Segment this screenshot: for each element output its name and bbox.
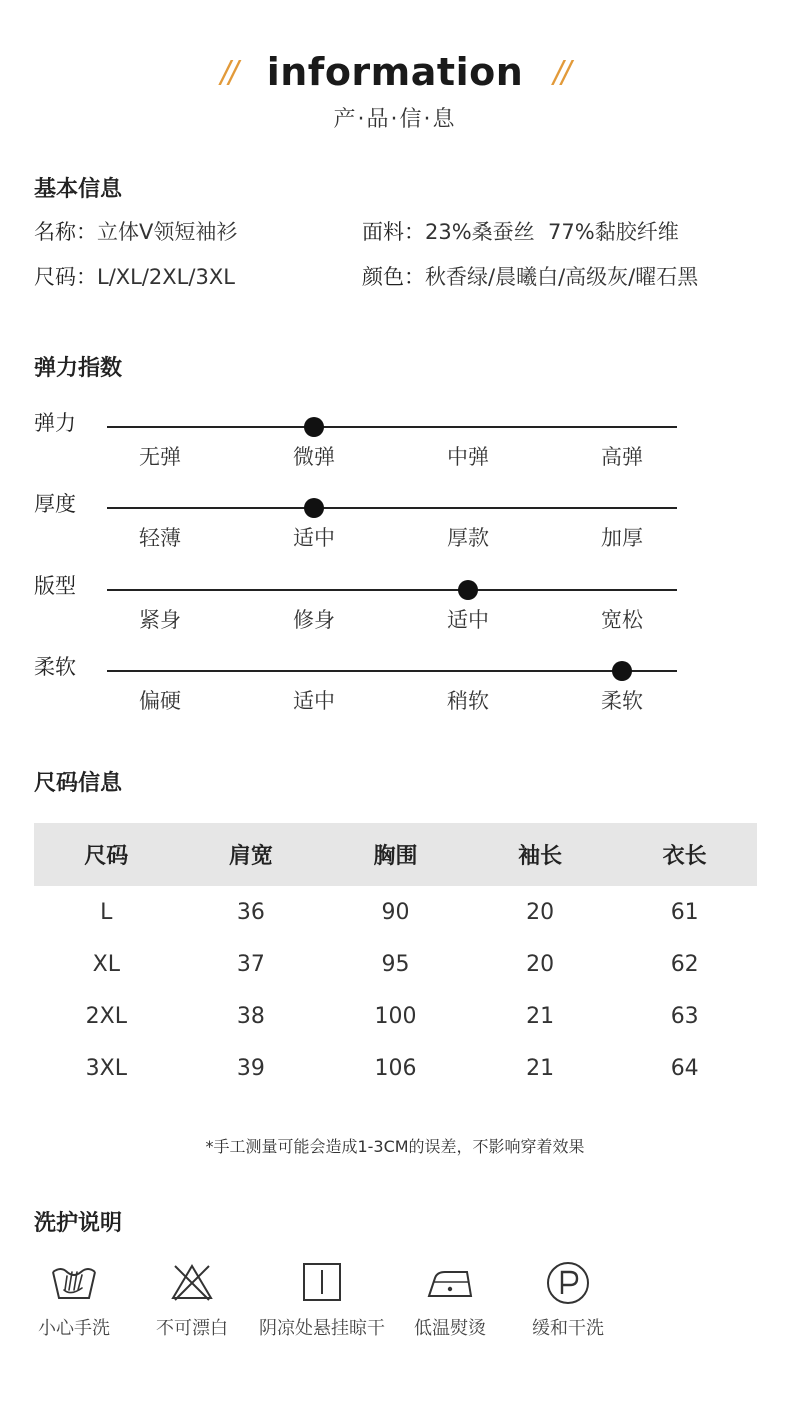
table-cell: 37	[236, 951, 265, 977]
hand-wash-icon	[49, 1258, 99, 1308]
care-label: 阴凉处悬挂晾干	[259, 1318, 385, 1339]
info-fabric-key: 面料：	[362, 220, 425, 244]
care-label: 低温熨烫	[414, 1318, 486, 1339]
scale-line	[107, 426, 677, 428]
scale-option: 加厚	[601, 526, 643, 550]
table-cell: 63	[670, 1003, 699, 1029]
scale-option: 柔软	[601, 689, 643, 713]
table-cell: 20	[526, 899, 555, 925]
info-size-key: 尺码：	[34, 265, 97, 289]
scale-option: 适中	[293, 526, 335, 550]
no-bleach-icon	[167, 1258, 217, 1308]
scale-row	[34, 488, 694, 568]
table-cell: 2XL	[85, 1003, 127, 1029]
scale-option: 紧身	[139, 608, 181, 632]
scale-option: 厚款	[447, 526, 489, 550]
elasticity-title: 弹力指数	[34, 356, 123, 381]
info-fabric	[362, 216, 679, 246]
scale-option: 中弹	[447, 445, 489, 469]
scale-option: 适中	[293, 689, 335, 713]
table-cell: 106	[374, 1055, 417, 1081]
info-name	[34, 216, 237, 246]
size-table-header: 尺码	[34, 823, 179, 886]
page-subtitle: 产·品·信·息	[333, 107, 457, 132]
scale-line	[107, 589, 677, 591]
table-cell: 38	[236, 1003, 265, 1029]
scale-marker-dot	[304, 498, 324, 518]
care-title: 洗护说明	[34, 1211, 123, 1236]
low-iron-icon	[425, 1258, 475, 1308]
table-cell: 20	[526, 951, 555, 977]
decor-slash-left: //	[220, 54, 237, 90]
scale-marker-dot	[458, 580, 478, 600]
table-cell: L	[100, 899, 113, 925]
care-item-line-dry	[252, 1258, 392, 1340]
scale-option: 修身	[293, 608, 335, 632]
scale-line	[107, 507, 677, 509]
table-cell: 21	[526, 1003, 555, 1029]
info-color-key: 颜色：	[362, 265, 425, 289]
scale-row	[34, 651, 694, 731]
care-label: 小心手洗	[38, 1318, 110, 1339]
info-name-value: 立体V领短袖衫	[97, 220, 238, 244]
scale-row	[34, 570, 694, 650]
scale-option: 高弹	[601, 445, 643, 469]
scale-option: 微弹	[293, 445, 335, 469]
care-item-hand-wash	[34, 1258, 114, 1340]
size-table	[34, 823, 757, 1094]
table-cell: 61	[670, 899, 699, 925]
size-table-header-row	[34, 823, 757, 886]
size-table-header: 袖长	[468, 823, 613, 886]
scale-option: 稍软	[447, 689, 489, 713]
line-dry-shade-icon	[297, 1258, 347, 1308]
size-table-header: 肩宽	[179, 823, 324, 886]
size-table-header: 胸围	[323, 823, 468, 886]
table-cell: 36	[236, 899, 265, 925]
measurement-note: *手工测量可能会造成1-3CM的误差，不影响穿着效果	[205, 1137, 585, 1156]
info-color-value: 秋香绿/晨曦白/高级灰/曜石黑	[425, 265, 699, 289]
table-cell: 3XL	[85, 1055, 127, 1081]
decor-slash-right: //	[553, 54, 570, 90]
scale-marker-dot	[612, 661, 632, 681]
scale-label: 弹力	[34, 411, 76, 435]
scale-line	[107, 670, 677, 672]
care-label: 缓和干洗	[532, 1318, 604, 1339]
size-table-header: 衣长	[612, 823, 757, 886]
scale-row	[34, 407, 694, 487]
scale-marker-dot	[304, 417, 324, 437]
table-cell: XL	[92, 951, 120, 977]
table-row	[34, 990, 757, 1042]
table-cell: 39	[236, 1055, 265, 1081]
care-item-no-bleach	[152, 1258, 232, 1340]
info-fabric-value: 23%桑蚕丝 77%黏胶纤维	[425, 220, 679, 244]
info-name-key: 名称：	[34, 220, 97, 244]
title-row	[0, 44, 790, 100]
care-item-dry-clean	[526, 1258, 610, 1340]
table-row	[34, 886, 757, 938]
page-title: information	[266, 50, 524, 94]
table-row	[34, 1042, 757, 1094]
info-color	[362, 261, 698, 291]
care-icons	[0, 1258, 790, 1348]
scale-option: 无弹	[139, 445, 181, 469]
table-cell: 90	[381, 899, 410, 925]
scale-label: 厚度	[34, 492, 76, 516]
basic-info-title: 基本信息	[34, 177, 123, 202]
table-cell: 95	[381, 951, 410, 977]
care-item-iron	[408, 1258, 492, 1340]
care-label: 不可漂白	[156, 1318, 228, 1339]
size-info-title: 尺码信息	[34, 771, 123, 796]
table-cell: 64	[670, 1055, 699, 1081]
page-header	[0, 44, 790, 133]
scale-option: 偏硬	[139, 689, 181, 713]
scale-option: 宽松	[601, 608, 643, 632]
info-size-value: L/XL/2XL/3XL	[97, 265, 235, 289]
scale-option: 轻薄	[139, 526, 181, 550]
table-cell: 100	[374, 1003, 417, 1029]
scale-label: 版型	[34, 574, 76, 598]
scale-option: 适中	[447, 608, 489, 632]
table-row	[34, 938, 757, 990]
table-cell: 62	[670, 951, 699, 977]
dry-clean-p-icon	[543, 1258, 593, 1308]
scale-label: 柔软	[34, 655, 76, 679]
info-size	[34, 261, 235, 291]
table-cell: 21	[526, 1055, 555, 1081]
